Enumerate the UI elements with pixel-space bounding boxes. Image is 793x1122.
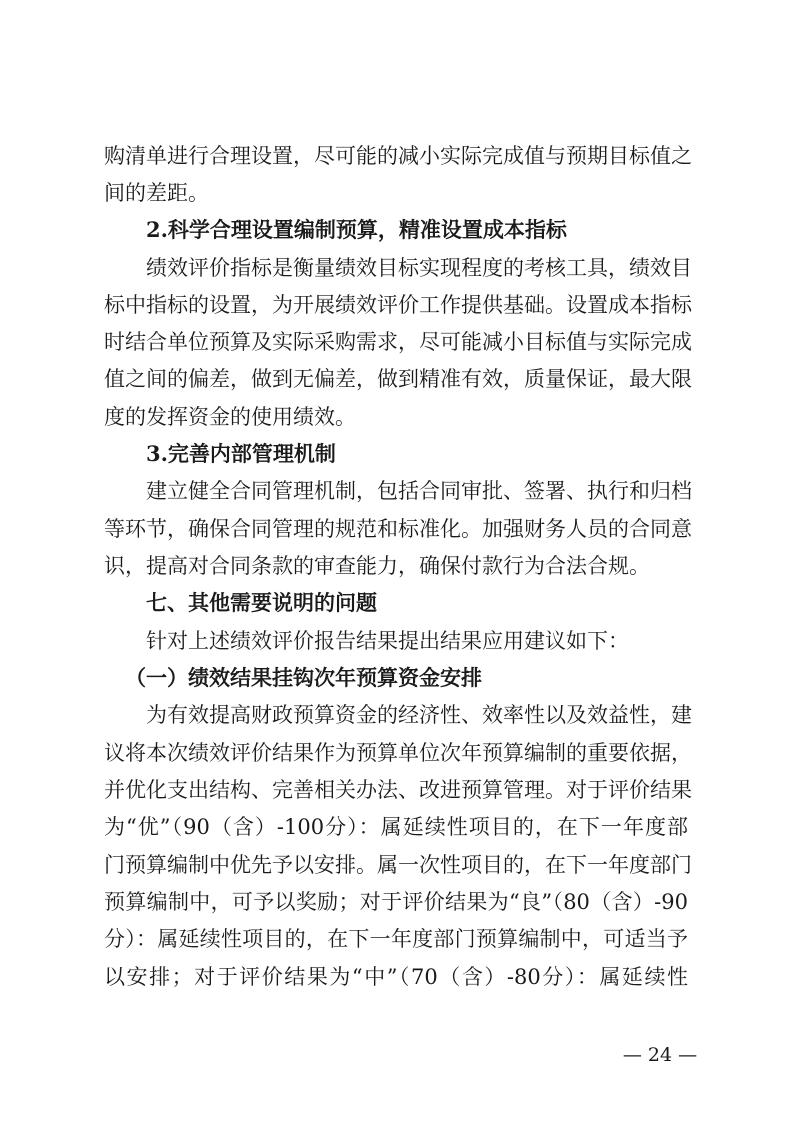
line-text: 绩效评价指标是衡量绩效目标实现程度的考核工具，绩效目 bbox=[146, 256, 692, 280]
paragraph-line bbox=[0, 845, 793, 885]
paragraph-line bbox=[0, 770, 793, 810]
line-text: 门预算编制中优先予以安排。属一次性项目的，在下一年度部门 bbox=[104, 853, 692, 877]
paragraph-line bbox=[0, 322, 793, 362]
paragraph-line bbox=[0, 621, 793, 661]
paragraph-line bbox=[0, 509, 793, 549]
paragraph-line bbox=[0, 285, 793, 325]
line-text: 为“优”（90（含）-100分）：属延续性项目的，在下一年度部 bbox=[104, 815, 688, 839]
line-text: 购清单进行合理设置，尽可能的减小实际完成值与预期目标值之 bbox=[104, 144, 692, 168]
page-number: — 24 — bbox=[622, 1044, 698, 1066]
line-text: 时结合单位预算及实际采购需求，尽可能减小目标值与实际完成 bbox=[104, 330, 692, 354]
paragraph-line bbox=[0, 359, 793, 399]
line-text: 针对上述绩效评价报告结果提出结果应用建议如下： bbox=[146, 629, 629, 653]
paragraph-line bbox=[0, 471, 793, 511]
line-text: 预算编制中，可予以奖励；对于评价结果为“良”（80（含）-90 bbox=[104, 890, 688, 914]
paragraph-line bbox=[0, 882, 793, 922]
line-text: 标中指标的设置，为开展绩效评价工作提供基础。设置成本指标 bbox=[104, 293, 692, 317]
line-text: 间的差距。 bbox=[104, 181, 209, 205]
line-text: 识，提高对合同条款的审查能力，确保付款行为合法合规。 bbox=[104, 554, 650, 578]
paragraph-line bbox=[0, 248, 793, 288]
paragraph-line bbox=[0, 807, 793, 847]
line-text: 以安排；对于评价结果为“中”（70（含）-80分）：属延续性 bbox=[104, 965, 688, 989]
paragraph-line bbox=[0, 136, 793, 176]
heading-text: 3.完善内部管理机制 bbox=[146, 441, 336, 466]
section-heading bbox=[0, 434, 793, 474]
paragraph-line bbox=[0, 695, 793, 735]
line-text: 等环节，确保合同管理的规范和标准化。加强财务人员的合同意 bbox=[104, 517, 692, 541]
paragraph-line bbox=[0, 957, 793, 997]
heading-text: 2.科学合理设置编制预算，精准设置成本指标 bbox=[146, 217, 567, 242]
line-text: 值之间的偏差，做到无偏差，做到精准有效，质量保证，最大限 bbox=[104, 367, 692, 391]
line-text: 度的发挥资金的使用绩效。 bbox=[104, 405, 356, 429]
paragraph-line bbox=[0, 546, 793, 586]
line-text: 分）：属延续性项目的，在下一年度部门预算编制中，可适当予 bbox=[104, 927, 688, 951]
line-text: 建立健全合同管理机制，包括合同审批、签署、执行和归档 bbox=[146, 479, 692, 503]
paragraph-line bbox=[0, 397, 793, 437]
section-heading bbox=[0, 583, 793, 623]
paragraph-line bbox=[0, 733, 793, 773]
line-text: 为有效提高财政预算资金的经济性、效率性以及效益性，建 bbox=[146, 703, 692, 727]
line-text: 议将本次绩效评价结果作为预算单位次年预算编制的重要依据， bbox=[104, 741, 692, 765]
heading-text: （一）绩效结果挂钩次年预算资金安排 bbox=[125, 665, 482, 690]
section-heading bbox=[0, 658, 793, 698]
paragraph-line bbox=[0, 919, 793, 959]
paragraph-line bbox=[0, 173, 793, 213]
section-heading bbox=[0, 210, 793, 250]
line-text: 并优化支出结构、完善相关办法、改进预算管理。对于评价结果 bbox=[104, 778, 692, 802]
heading-text: 七、其他需要说明的问题 bbox=[146, 591, 377, 615]
